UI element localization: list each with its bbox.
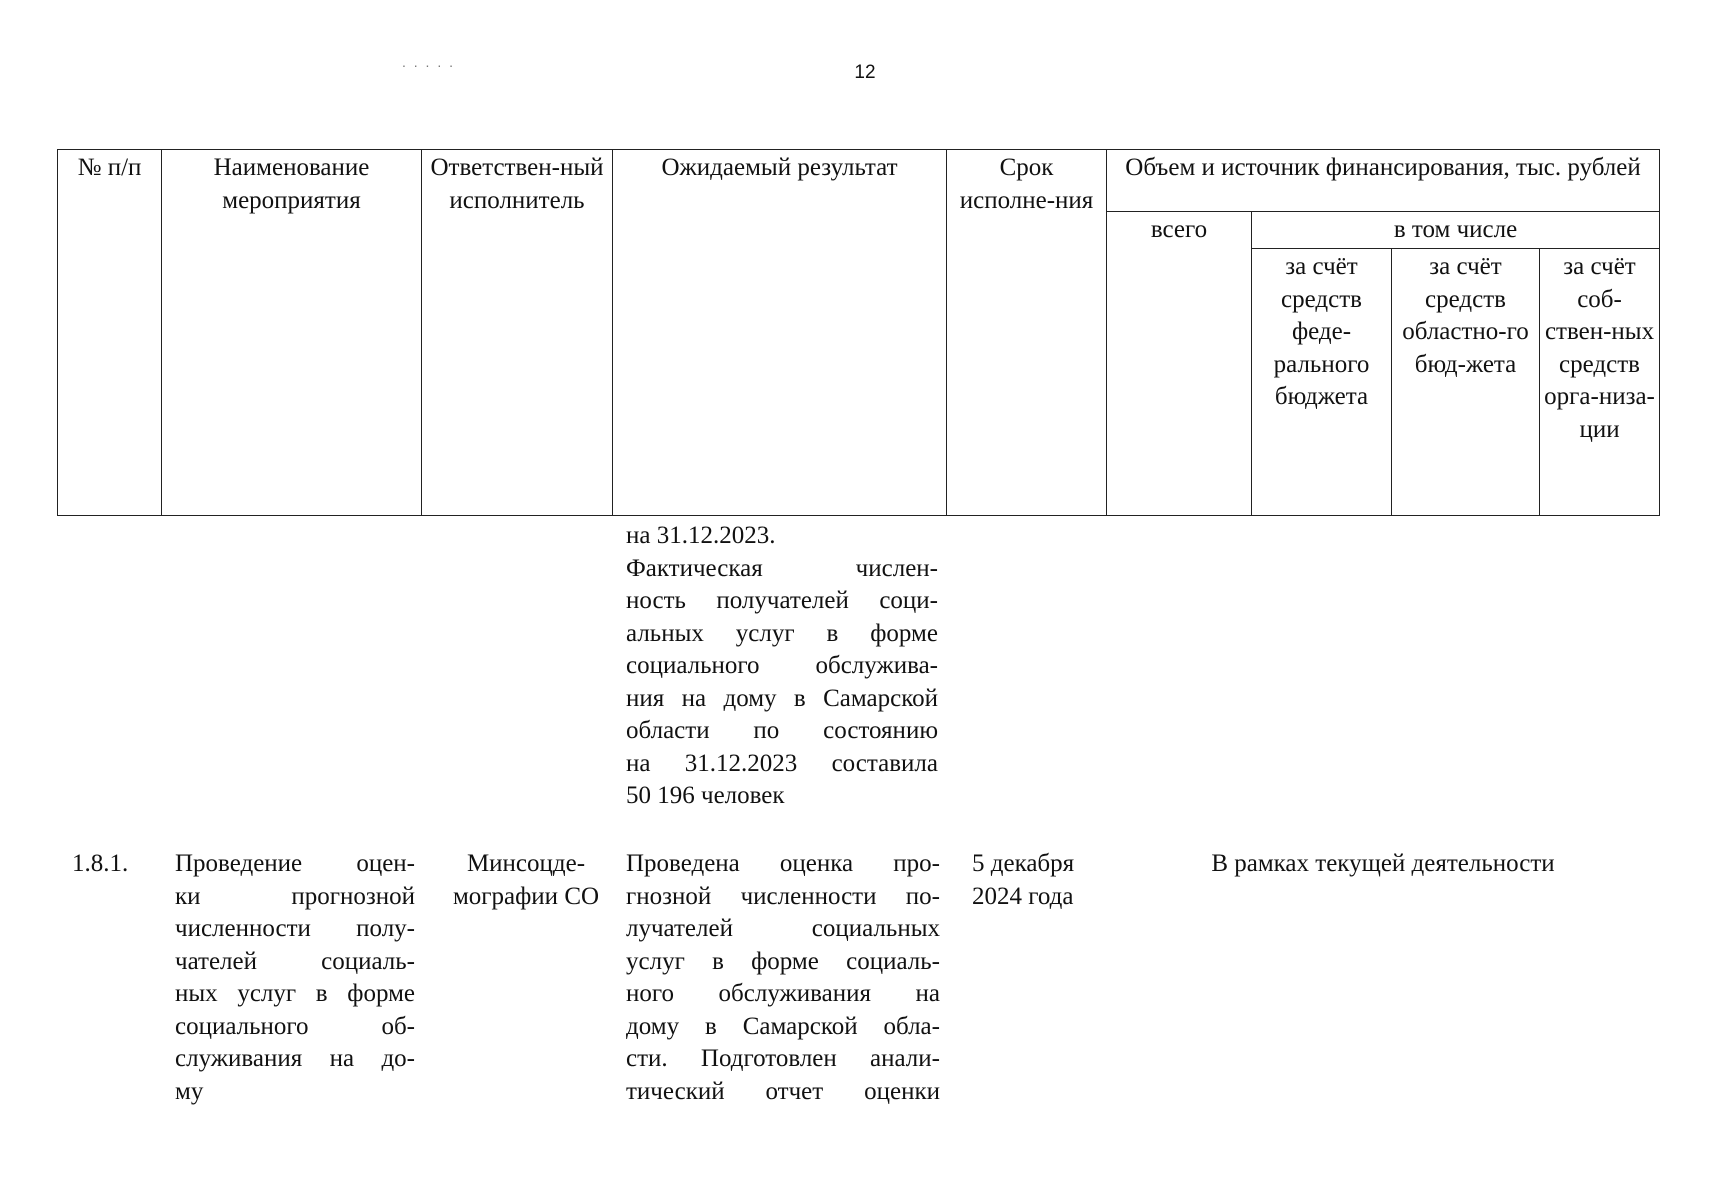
word: получателей xyxy=(716,587,849,614)
word: полу- xyxy=(356,915,415,942)
word: в xyxy=(704,1012,717,1040)
word: отчет xyxy=(765,1077,824,1105)
word: социального xyxy=(626,652,760,679)
row-number: 1.8.1. xyxy=(72,850,129,877)
word: оценка xyxy=(779,850,854,877)
text-line: 2024 года xyxy=(972,882,1074,910)
text-line xyxy=(175,848,415,881)
text-line xyxy=(626,748,938,781)
word: дому xyxy=(626,1012,680,1040)
word: Фактическая xyxy=(626,554,763,582)
word: обла- xyxy=(883,1012,940,1040)
word: 31.12.2023 xyxy=(684,749,798,777)
text-line xyxy=(626,1043,940,1076)
row-funding: В рамках текущей деятельности xyxy=(1211,850,1555,877)
header-total: всего xyxy=(1107,212,1252,516)
word: услуг xyxy=(735,619,795,647)
header-no: № п/п xyxy=(58,150,162,516)
word: численности xyxy=(740,882,877,910)
word: по- xyxy=(905,882,940,910)
word: обслуживания xyxy=(718,980,871,1007)
word: форме xyxy=(870,619,938,647)
header-executor: Ответствен-ный исполнитель xyxy=(422,150,613,516)
word: численности xyxy=(175,915,311,942)
word: социаль- xyxy=(321,947,415,975)
text-line xyxy=(626,946,940,979)
word: услуг xyxy=(237,980,297,1007)
row-name xyxy=(175,848,415,1108)
word: в xyxy=(826,619,839,647)
word: гнозной xyxy=(626,882,712,910)
text-line: на 31.12.2023. xyxy=(626,522,776,549)
word: в xyxy=(315,980,328,1007)
word: форме xyxy=(347,980,415,1007)
word: до- xyxy=(381,1045,415,1072)
word: на xyxy=(681,684,707,712)
word: сти. xyxy=(626,1045,668,1072)
text-line: му xyxy=(175,1077,204,1105)
row-deadline xyxy=(972,848,1074,913)
text-line xyxy=(626,978,940,1011)
word: на xyxy=(915,980,940,1007)
text-line xyxy=(626,1011,940,1044)
word: чателей xyxy=(175,947,257,975)
word: в xyxy=(793,684,806,712)
word: форме xyxy=(751,947,819,975)
continuation-result xyxy=(626,520,938,813)
word: ки xyxy=(175,882,201,910)
header-funding: Объем и источник финансирования, тыс. рублей xyxy=(1107,150,1660,212)
word: об- xyxy=(381,1012,415,1040)
row-executor xyxy=(446,848,606,913)
word: оценки xyxy=(864,1077,940,1105)
word: альных xyxy=(626,619,704,647)
header-including: в том числе xyxy=(1252,212,1660,249)
table-header xyxy=(57,149,1660,516)
page-number: 12 xyxy=(854,62,876,83)
word: ного xyxy=(626,980,675,1007)
text-line xyxy=(175,881,415,914)
word: ных xyxy=(175,980,218,1007)
word: состоянию xyxy=(823,717,938,744)
word: дому xyxy=(723,684,777,712)
text-line xyxy=(626,585,938,618)
word: соци- xyxy=(879,587,938,614)
word: услуг xyxy=(626,947,685,975)
text-line: 5 декабря xyxy=(972,850,1075,877)
header-name: Наименование мероприятия xyxy=(162,150,422,516)
header-own: за счёт соб-ствен-ных средств орга-низа-ции xyxy=(1540,249,1660,516)
word: социальных xyxy=(811,915,940,942)
header-regional: за счёт средств областно-го бюд-жета xyxy=(1392,249,1540,516)
text-line xyxy=(175,978,415,1011)
word: Проведение xyxy=(175,850,303,877)
word: социаль- xyxy=(846,947,940,975)
word: на xyxy=(329,1045,355,1072)
word: в xyxy=(712,947,724,975)
word: составила xyxy=(831,749,938,777)
word: ность xyxy=(626,587,686,614)
word: Проведена xyxy=(626,850,740,877)
word: на xyxy=(626,749,651,777)
word: про- xyxy=(893,850,940,877)
text-line: мографии СО xyxy=(452,882,600,910)
word: анали- xyxy=(870,1045,940,1072)
word: Самарской xyxy=(742,1012,858,1040)
text-line xyxy=(626,715,938,748)
text-line xyxy=(626,913,940,946)
word: Подготовлен xyxy=(700,1045,837,1072)
word: служивания xyxy=(175,1045,303,1072)
text-line xyxy=(175,913,415,946)
word: прогнозной xyxy=(291,882,415,910)
text-line: 50 196 человек xyxy=(626,782,785,809)
word: Самарской xyxy=(823,684,938,712)
text-line: Минсоцде- xyxy=(466,850,586,877)
text-line xyxy=(626,553,938,586)
text-line xyxy=(626,618,938,651)
header-federal: за счёт средств феде-рального бюджета xyxy=(1252,249,1392,516)
word: социального xyxy=(175,1012,309,1040)
text-line xyxy=(175,946,415,979)
header-deadline: Срок исполне-ния xyxy=(947,150,1107,516)
row-result xyxy=(626,848,940,1108)
word: обслужива- xyxy=(815,652,938,679)
text-line xyxy=(175,1011,415,1044)
header-result: Ожидаемый результат xyxy=(613,150,947,516)
text-line xyxy=(626,650,938,683)
word: лучателей xyxy=(626,915,733,942)
text-line xyxy=(626,881,940,914)
text-line xyxy=(626,1076,940,1109)
word: оцен- xyxy=(356,850,415,877)
text-line xyxy=(175,1043,415,1076)
word: ния xyxy=(626,684,665,712)
word: по xyxy=(753,717,780,744)
text-line xyxy=(626,683,938,716)
word: области xyxy=(626,717,710,744)
word: тический xyxy=(626,1077,725,1105)
word: числен- xyxy=(855,554,938,582)
text-line xyxy=(626,848,940,881)
scan-artifact: . . . . . xyxy=(402,54,456,70)
